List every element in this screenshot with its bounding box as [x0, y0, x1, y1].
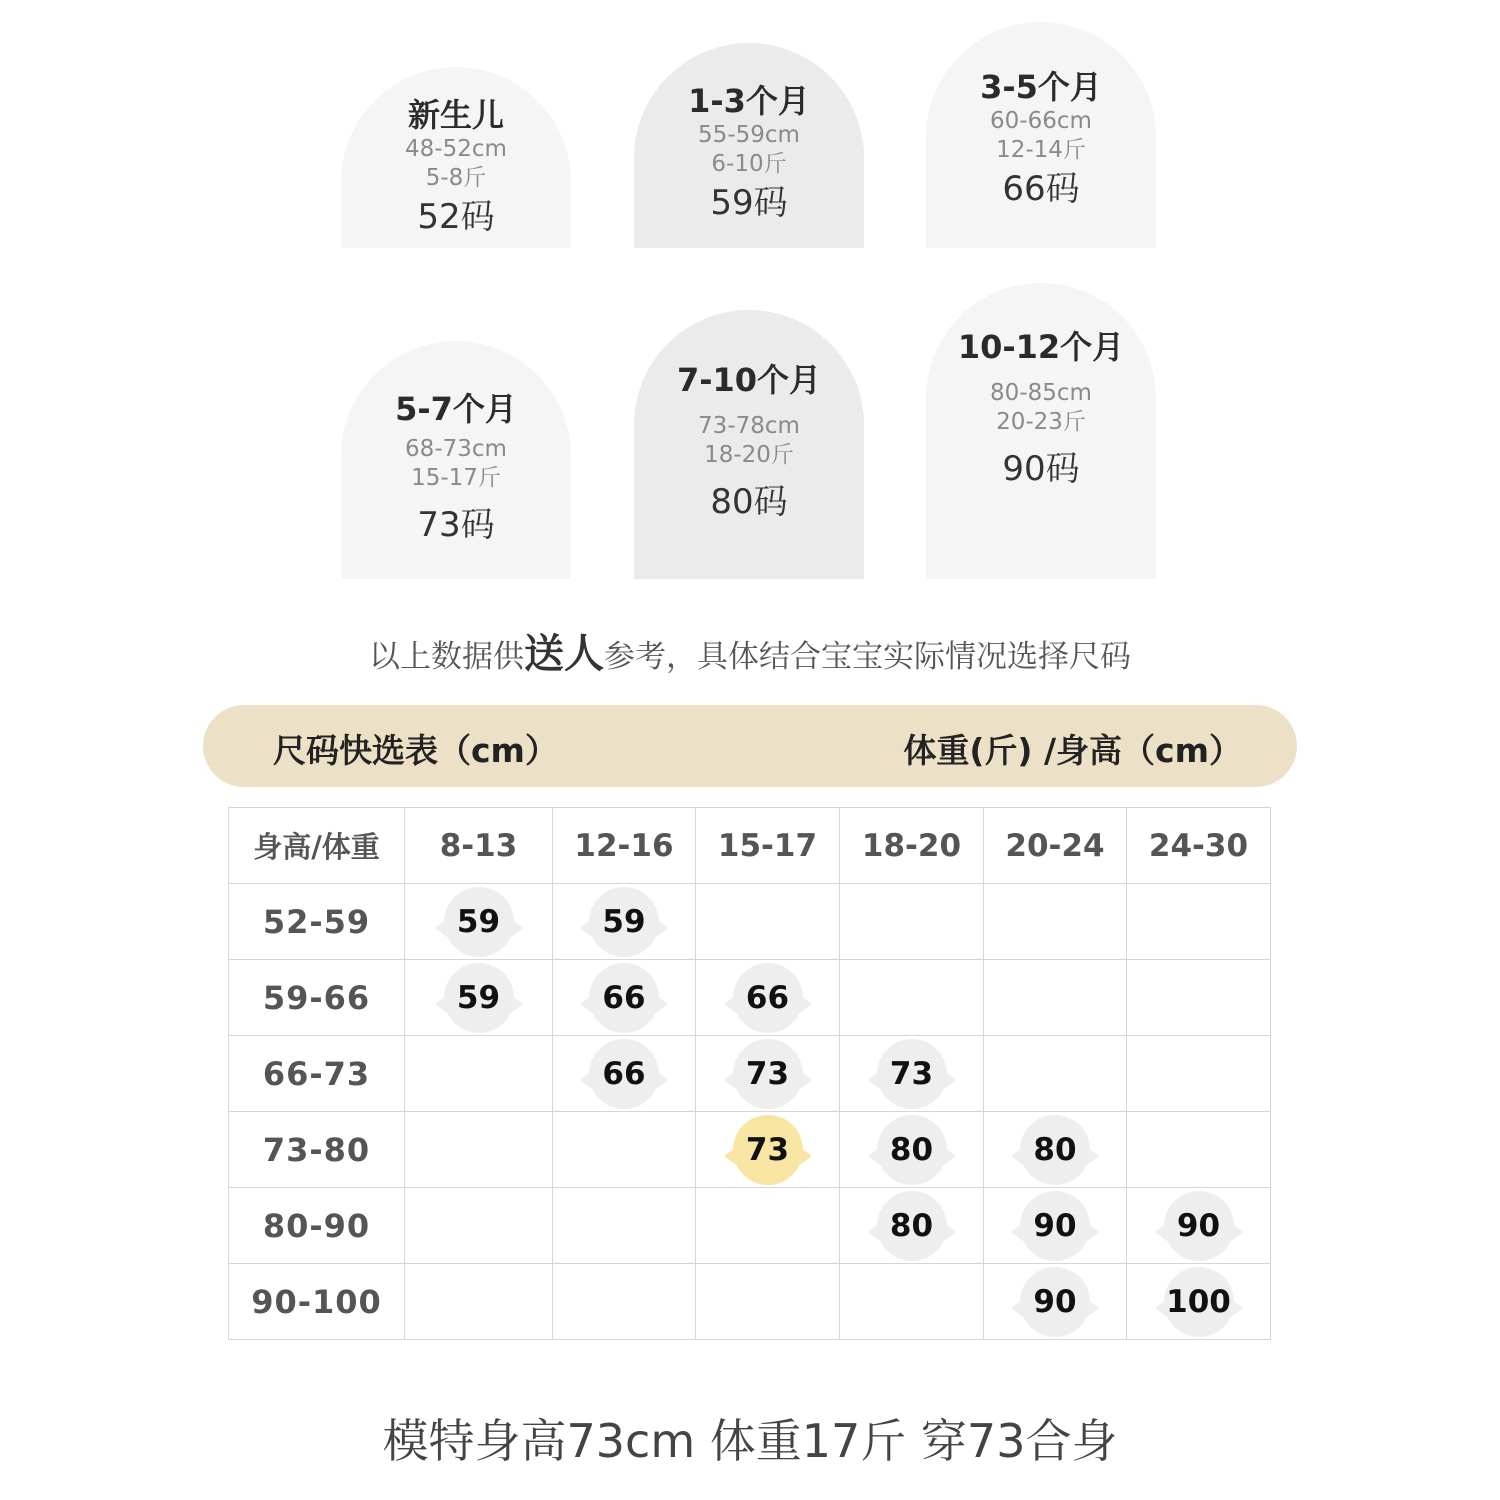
- size-cell: [984, 1188, 1127, 1264]
- card-size: 80码: [710, 482, 788, 522]
- size-card-3-5-months: [926, 22, 1156, 248]
- card-size: 59码: [710, 183, 788, 223]
- size-badge: 80: [1020, 1115, 1090, 1185]
- size-badge-highlighted: 73: [733, 1115, 803, 1185]
- size-cell: [696, 1264, 840, 1340]
- table-body: [229, 808, 1271, 1340]
- card-length: 73-78cm: [698, 413, 800, 439]
- weight-header: 8-13: [405, 808, 553, 884]
- size-badge: 90: [1164, 1191, 1234, 1261]
- size-card-7-10-months: [634, 310, 864, 579]
- size-cell: [405, 1264, 553, 1340]
- card-length: 80-85cm: [990, 380, 1092, 406]
- size-cell: [553, 1264, 696, 1340]
- size-cell: [984, 960, 1127, 1036]
- card-weight: 15-17斤: [411, 465, 501, 491]
- card-weight: 5-8斤: [425, 165, 487, 191]
- size-cell: [696, 960, 840, 1036]
- size-table-banner: [203, 705, 1297, 787]
- size-badge: 90: [1020, 1267, 1090, 1337]
- model-info: 模特身高73cm 体重17斤 穿73合身: [382, 1414, 1118, 1468]
- size-cell: [840, 884, 984, 960]
- card-size: 66码: [1002, 169, 1080, 209]
- size-cell: [984, 1112, 1127, 1188]
- size-cell: [840, 1264, 984, 1340]
- weight-header: 24-30: [1127, 808, 1271, 884]
- size-cell: [405, 1036, 553, 1112]
- card-age-label: 10-12个月: [957, 328, 1125, 366]
- card-length: 48-52cm: [405, 136, 507, 162]
- size-badge: 59: [444, 887, 514, 957]
- note-after: 参考，具体结合宝宝实际情况选择尺码: [604, 639, 1131, 675]
- card-age-label: 3-5个月: [980, 68, 1102, 106]
- table-row: [229, 1112, 1271, 1188]
- size-cell: [840, 1036, 984, 1112]
- size-cell: [1127, 1264, 1271, 1340]
- table-row: [229, 1264, 1271, 1340]
- size-card-5-7-months: [341, 341, 571, 579]
- size-cell: [1127, 884, 1271, 960]
- size-cell: [553, 1112, 696, 1188]
- size-cell: [553, 1188, 696, 1264]
- card-weight: 12-14斤: [996, 137, 1086, 163]
- table-row: [229, 1188, 1271, 1264]
- size-badge: 66: [589, 1039, 659, 1109]
- size-badge: 90: [1020, 1191, 1090, 1261]
- size-cell: [696, 1188, 840, 1264]
- size-cell: [840, 960, 984, 1036]
- size-cell: [840, 1112, 984, 1188]
- banner-axis-label: 体重(斤) /身高（cm）: [903, 731, 1242, 770]
- note-emphasis: 送人: [524, 631, 604, 677]
- size-card-10-12-months: [926, 283, 1156, 579]
- height-header: 90-100: [229, 1264, 405, 1340]
- card-weight: 20-23斤: [996, 409, 1086, 435]
- size-chart-table: [228, 807, 1271, 1340]
- size-cell: [1127, 1112, 1271, 1188]
- size-cell: [984, 1036, 1127, 1112]
- height-header: 80-90: [229, 1188, 405, 1264]
- size-badge: 73: [877, 1039, 947, 1109]
- size-cell: [1127, 1036, 1271, 1112]
- size-card-1-3-months: [634, 43, 864, 248]
- weight-header: 20-24: [984, 808, 1127, 884]
- size-cell: [553, 960, 696, 1036]
- size-badge: 80: [877, 1191, 947, 1261]
- table-row: [229, 884, 1271, 960]
- size-cell: [405, 1188, 553, 1264]
- table-row: [229, 1036, 1271, 1112]
- size-cell: [696, 1036, 840, 1112]
- card-age-label: 1-3个月: [688, 82, 810, 120]
- header-row: [229, 808, 1271, 884]
- card-size: 73码: [417, 505, 495, 545]
- size-badge: 59: [589, 887, 659, 957]
- size-cell: [405, 960, 553, 1036]
- height-header: 52-59: [229, 884, 405, 960]
- size-badge: 100: [1164, 1267, 1234, 1337]
- banner-title: 尺码快选表（cm）: [273, 731, 558, 770]
- size-card-newborn: [341, 67, 571, 248]
- size-cell: [1127, 960, 1271, 1036]
- reference-note: [0, 622, 1500, 679]
- size-badge: 59: [444, 963, 514, 1033]
- size-cell: [405, 884, 553, 960]
- card-length: 55-59cm: [698, 122, 800, 148]
- card-age-label: 7-10个月: [676, 361, 822, 399]
- size-badge: 73: [733, 1039, 803, 1109]
- card-age-label: 5-7个月: [395, 390, 517, 428]
- corner-header: 身高/体重: [229, 808, 405, 884]
- card-size: 90码: [1002, 449, 1080, 489]
- card-weight: 18-20斤: [704, 442, 794, 468]
- card-length: 60-66cm: [990, 108, 1092, 134]
- size-cell: [405, 1112, 553, 1188]
- size-badge: 66: [733, 963, 803, 1033]
- size-badge: 80: [877, 1115, 947, 1185]
- weight-header: 15-17: [696, 808, 840, 884]
- size-badge: 66: [589, 963, 659, 1033]
- card-length: 68-73cm: [405, 436, 507, 462]
- size-cell: [840, 1188, 984, 1264]
- size-cell: [553, 884, 696, 960]
- height-header: 59-66: [229, 960, 405, 1036]
- card-age-label: 新生儿: [407, 96, 504, 134]
- size-cell: [984, 1264, 1127, 1340]
- size-cell: [553, 1036, 696, 1112]
- note-before: 以上数据供: [369, 639, 524, 675]
- card-weight: 6-10斤: [711, 151, 787, 177]
- size-cell: [696, 884, 840, 960]
- size-cell: [984, 884, 1127, 960]
- weight-header: 12-16: [553, 808, 696, 884]
- card-size: 52码: [417, 197, 495, 237]
- weight-header: 18-20: [840, 808, 984, 884]
- height-header: 73-80: [229, 1112, 405, 1188]
- height-header: 66-73: [229, 1036, 405, 1112]
- size-cell: [1127, 1188, 1271, 1264]
- size-cell: [696, 1112, 840, 1188]
- table-row: [229, 960, 1271, 1036]
